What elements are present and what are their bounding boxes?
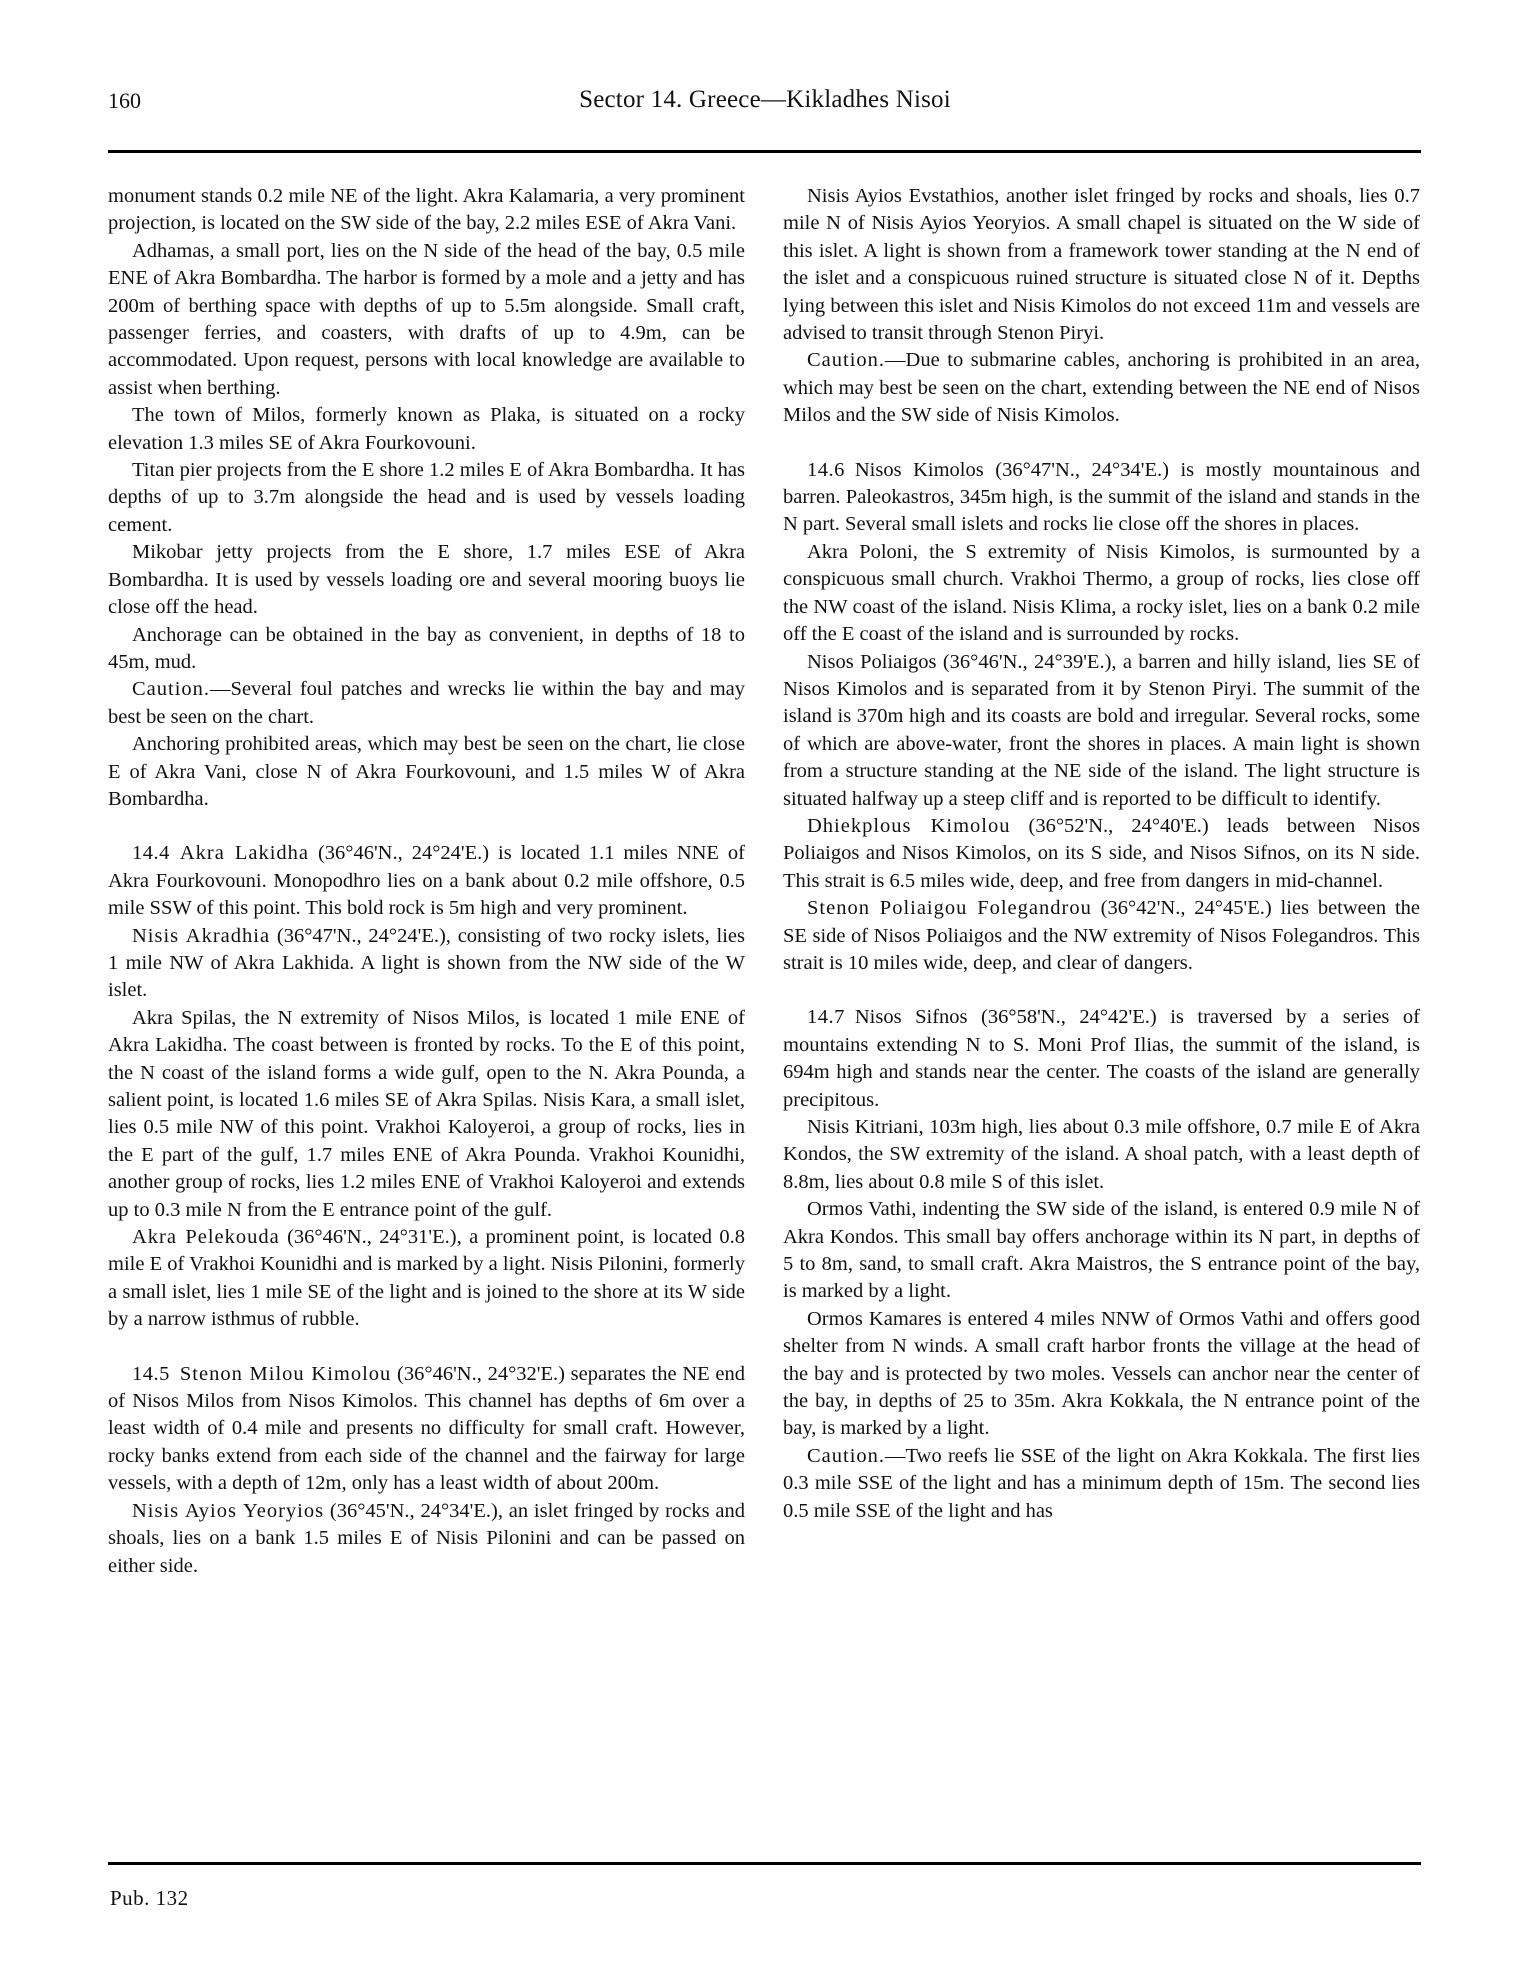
paragraph: Ormos Vathi, indenting the SW side of the island, is entered 0.9 mile N of Akra Kondos. This small bay offers anchorage within its N part, in depths of 5 to 8m, sand, to small craft. Akra Maistros, the S entrance point of the bay, is marked by a light. [783, 1198, 1420, 1303]
section-14-6-heading-paragraph [783, 457, 1420, 539]
paragraph: Ormos Kamares is entered 4 miles NNW of Ormos Vathi and offers good shelter from N winds. A small craft harbor fronts the village at the head of the bay and is protected by two moles. Vessels can anchor near the center of the bay, in depths of 25 to 35m. Akra Kokkala, the N entrance point of the bay, is marked by a light. [783, 1307, 1420, 1440]
paragraph-text: (36°46'N., 24°31'E.), a prominent point, is located 0.8 mile E of Vrakhoi Kounidhi and is marked by a light. Nisis Pilonini, formerly a small islet, lies 1 mile SE of the light and is joined to the shore at its W side by a narrow isthmus of rubble. [108, 1226, 745, 1331]
section-number: 14.4 [132, 842, 170, 865]
section-14-7-heading-paragraph [783, 1004, 1420, 1114]
paragraph-lead: Dhiekplous Kimolou [807, 814, 1011, 837]
paragraph-text: (36°46'N., 24°24'E.) is located 1.1 miles NNE of Akra Fourkovouni. Monopodhro lies on a bank about 0.2 mile offshore, 0.5 mile SSW of this point. This bold rock is 5m high and very prominent. [108, 842, 745, 920]
paragraph-text: —Several foul patches and wrecks lie within the bay and may best be seen on the chart. [108, 678, 745, 728]
paragraph-text: (36°47'N., 24°34'E.) is mostly mountainous and barren. Paleokastros, 345m high, is the summit of the island and stands in the N part. Several small islets and rocks lie close off the shores in places. [783, 458, 1421, 536]
paragraph-lead: Akra Pelekouda [132, 1226, 280, 1249]
paragraph [108, 1498, 745, 1580]
section-14-5-heading-paragraph [108, 1361, 745, 1498]
caution-paragraph [783, 347, 1420, 429]
section-number: 14.7 [807, 1006, 845, 1029]
paragraph-text: (36°46'N., 24°39'E.), a barren and hilly island, lies SE of Nisos Kimolos and is separated from it by Stenon Piryi. The summit of the island is 370m high and its coasts are bold and irregular. Several rocks, some of which are above-water, front the shores in places. A main light is shown from a structure standing at the NE side of the island. The light structure is situated halfway up a steep cliff and is reported to be difficult to identify. [783, 650, 1420, 810]
paragraph: Anchoring prohibited areas, which may best be seen on the chart, lie close E of Akra Vani, close N of Akra Fourkovouni, and 1.5 miles W of Akra Bombardha. [108, 733, 745, 810]
paragraph-text: (36°45'N., 24°34'E.), an islet fringed by rocks and shoals, lies on a bank 1.5 miles E of Nisis Pilonini and can be passed on either side. [108, 1499, 745, 1577]
caution-label: Caution. [807, 349, 886, 372]
paragraph-lead: Stenon Poliaigou Folegandrou [807, 897, 1092, 920]
paragraph [783, 813, 1420, 895]
paragraph: Adhamas, a small port, lies on the N side of the head of the bay, 0.5 mile ENE of Akra Bombardha. The harbor is formed by a mole and a jetty and has 200m of berthing space with depths of up to 5.5m alongside. Small craft, passenger ferries, and coasters, with drafts of up to 4.9m, can be accommodated. Upon request, persons with local knowledge are available to assist when berthing. [108, 239, 745, 399]
publication-label: Pub. 132 [110, 1886, 189, 1910]
section-lead: Nisos Sifnos [854, 1006, 968, 1029]
paragraph-lead: Nisis Akradhia [132, 924, 271, 947]
paragraph: monument stands 0.2 mile NE of the light. Akra Kalamaria, a very prominent projection, is located on the SW side of the bay, 2.2 miles ESE of Akra Vani. [108, 185, 745, 235]
paragraph: Anchorage can be obtained in the bay as convenient, in depths of 18 to 45m, mud. [108, 623, 745, 673]
section-number: 14.6 [807, 458, 845, 481]
paragraph-lead: Nisos Poliaigos [807, 650, 937, 673]
section-lead: Akra Lakidha [179, 842, 309, 865]
paragraph [108, 923, 745, 1005]
paragraph-text: (36°58'N., 24°42'E.) is traversed by a series of mountains extending N to S. Moni Prof Ilias, the summit of the island, is 694m high and stands near the center. The coasts of the island are generally precipitous. [783, 1006, 1420, 1111]
paragraph: Titan pier projects from the E shore 1.2 miles E of Akra Bombardha. It has depths of up to 3.7m alongside the head and is used by vessels loading cement. [108, 459, 745, 536]
running-header-title: Sector 14. Greece—Kikladhes Nisoi [579, 86, 951, 113]
paragraph: Akra Spilas, the N extremity of Nisos Milos, is located 1 mile ENE of Akra Lakidha. The coast between is fronted by rocks. To the E of this point, the N coast of the island forms a wide gulf, open to the N. Akra Pounda, a salient point, is located 1.6 miles SE of Akra Spilas. Nisis Kara, a small islet, lies 0.5 mile NW of this point. Vrakhoi Kaloyeroi, a group of rocks, lies in the E part of the gulf, 1.7 miles ENE of Akra Pounda. Vrakhoi Kounidhi, another group of rocks, lies 1.2 miles ENE of Vrakhoi Kaloyeroi and extends up to 0.3 mile N from the E entrance point of the gulf. [108, 1006, 745, 1221]
section-number: 14.5 [132, 1362, 170, 1385]
paragraph-text: (36°52'N., 24°40'E.) leads between Nisos Poliaigos and Nisos Kimolos, on its S side, and Nisos Sifnos, on its N side. This strait is 6.5 miles wide, deep, and free from dangers in mid-channel. [783, 814, 1420, 892]
section-lead: Stenon Milou Kimolou [179, 1362, 392, 1385]
paragraph: Mikobar jetty projects from the E shore, 1.7 miles ESE of Akra Bombardha. It is used by vessels loading ore and several mooring buoys lie close off the head. [108, 541, 745, 619]
paragraph-text: (36°42'N., 24°45'E.) lies between the SE side of Nisos Poliaigos and the NW extremity of Nisos Folegandros. This strait is 10 miles wide, deep, and clear of dangers. [783, 897, 1420, 974]
paragraph-text: —Two reefs lie SSE of the light on Akra Kokkala. The first lies 0.3 mile SSE of the light and has a minimum depth of 15m. The second lies 0.5 mile SSE of the light and has [783, 1444, 1420, 1522]
paragraph-lead: Nisis Ayios Yeoryios [132, 1499, 325, 1522]
header-rule [108, 150, 1421, 153]
caution-paragraph [108, 676, 745, 731]
footer-rule [108, 1862, 1421, 1865]
paragraph-text: —Due to submarine cables, anchoring is prohibited in an area, which may best be seen on the chart, extending between the NE end of Nisos Milos and the SW side of Nisis Kimolos. [783, 349, 1420, 427]
caution-label: Caution. [132, 678, 211, 701]
section-14-4-heading-paragraph [108, 840, 745, 922]
paragraph: Akra Poloni, the S extremity of Nisis Kimolos, is surmounted by a conspicuous small church. Vrakhoi Thermo, a group of rocks, lies close off the NW coast of the island. Nisis Klima, a rocky islet, lies on a bank 0.2 mile off the E coast of the island and is surrounded by rocks. [783, 540, 1420, 646]
page-number: 160 [108, 88, 141, 113]
paragraph-text: (36°47'N., 24°24'E.), consisting of two rocky islets, lies 1 mile NW of Akra Lakhida. A light is shown from the NW side of the W islet. [108, 924, 746, 1002]
paragraph: The town of Milos, formerly known as Plaka, is situated on a rocky elevation 1.3 miles SE of Akra Fourkovouni. [108, 404, 745, 454]
paragraph: Nisis Ayios Evstathios, another islet fringed by rocks and shoals, lies 0.7 mile N of Nisis Ayios Yeoryios. A small chapel is situated on the W side of this islet. A light is shown from a framework tower standing at the N end of the islet and a conspicuous ruined structure is situated close N of it. Depths lying between this islet and Nisis Kimolos do not exceed 11m and vessels are advised to transit through Stenon Piryi. [783, 185, 1420, 345]
paragraph-text: (36°46'N., 24°32'E.) separates the NE end of Nisos Milos from Nisos Kimolos. This channel has depths of 6m over a least width of 0.4 mile and presents no difficulty for small craft. However, rocky banks extend from each side of the channel and the fairway for large vessels, with a depth of 12m, only has a least width of about 200m. [108, 1362, 745, 1495]
paragraph [783, 895, 1420, 977]
caution-label: Caution. [807, 1444, 886, 1467]
paragraph [108, 1224, 745, 1334]
section-lead: Nisos Kimolos [854, 458, 984, 481]
paragraph: Nisis Kitriani, 103m high, lies about 0.3 mile offshore, 0.7 mile E of Akra Kondos, the SW extremity of the island. A shoal patch, with a least depth of 8.8m, lies about 0.8 mile S of this islet. [783, 1116, 1420, 1193]
right-column [783, 183, 1420, 1525]
paragraph [783, 649, 1420, 813]
caution-paragraph [783, 1443, 1420, 1525]
left-column [108, 183, 745, 1580]
